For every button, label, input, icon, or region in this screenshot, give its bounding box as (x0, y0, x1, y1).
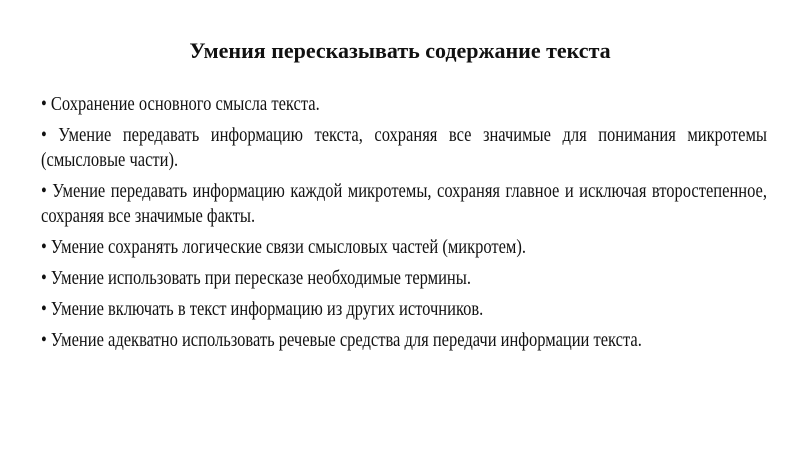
bullet-list (41, 92, 767, 359)
bullet-icon: • (41, 124, 47, 146)
list-item (41, 179, 767, 229)
list-item-text: Умение адекватно использовать речевые средства для передачи информации текста. (50, 329, 642, 351)
bullet-icon: • (41, 93, 47, 115)
bullet-icon: • (41, 267, 47, 289)
slide-title: Умения пересказывать содержание текста (189, 38, 611, 63)
list-item (41, 123, 767, 173)
bullet-icon: • (41, 298, 47, 320)
list-item (41, 235, 767, 260)
bullet-icon: • (41, 236, 47, 258)
list-item (41, 266, 767, 291)
list-item-text: Умение использовать при пересказе необходимые термины. (50, 267, 471, 289)
list-item (41, 297, 767, 322)
list-item (41, 328, 767, 353)
list-item-text: Умение сохранять логические связи смысловых частей (микротем). (50, 236, 526, 258)
list-item-text: Сохранение основного смысла текста. (50, 93, 320, 115)
bullet-icon: • (41, 329, 47, 351)
bullet-icon: • (41, 180, 47, 202)
list-item-text: Умение передавать информацию текста, сохраняя все значимые для понимания микротемы (смысловые части). (41, 124, 767, 171)
list-item-text: Умение включать в текст информацию из других источников. (50, 298, 484, 320)
list-item-text: Умение передавать информацию каждой микротемы, сохраняя главное и исключая второстепенное, сохраняя все значимые факты. (41, 180, 768, 227)
list-item (41, 92, 767, 117)
